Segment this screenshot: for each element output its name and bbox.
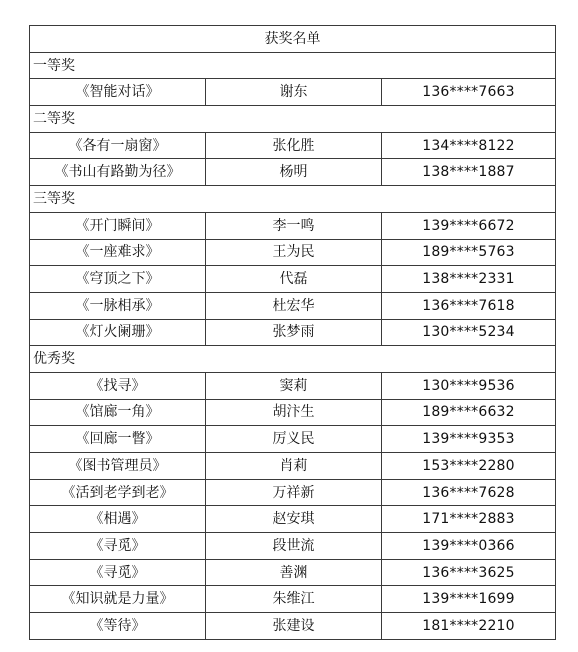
table-row bbox=[30, 159, 556, 186]
section-heading: 优秀奖 bbox=[30, 346, 556, 373]
table-title: 获奖名单 bbox=[30, 26, 556, 53]
work-title-cell: 《书山有路勤为径》 bbox=[30, 159, 206, 186]
work-title-cell: 《开门瞬间》 bbox=[30, 212, 206, 239]
table-row bbox=[30, 319, 556, 346]
winner-name-cell: 朱维江 bbox=[206, 586, 382, 613]
table-row bbox=[30, 506, 556, 533]
phone-number-cell: 136****7628 bbox=[382, 479, 556, 506]
phone-number-cell: 134****8122 bbox=[382, 132, 556, 159]
phone-number-cell: 139****1699 bbox=[382, 586, 556, 613]
work-title-cell: 《智能对话》 bbox=[30, 79, 206, 106]
table-row bbox=[30, 479, 556, 506]
winner-name-cell: 李一鸣 bbox=[206, 212, 382, 239]
section-heading: 三等奖 bbox=[30, 186, 556, 213]
award-list-table bbox=[29, 25, 556, 640]
work-title-cell: 《活到老学到老》 bbox=[30, 479, 206, 506]
winner-name-cell: 王为民 bbox=[206, 239, 382, 266]
title-row bbox=[30, 26, 556, 53]
winner-name-cell: 张建设 bbox=[206, 613, 382, 640]
winner-name-cell: 善渊 bbox=[206, 559, 382, 586]
work-title-cell: 《各有一扇窗》 bbox=[30, 132, 206, 159]
winner-name-cell: 张梦雨 bbox=[206, 319, 382, 346]
table-row bbox=[30, 559, 556, 586]
winner-name-cell: 赵安琪 bbox=[206, 506, 382, 533]
winner-name-cell: 胡汴生 bbox=[206, 399, 382, 426]
winner-name-cell: 谢东 bbox=[206, 79, 382, 106]
phone-number-cell: 171****2883 bbox=[382, 506, 556, 533]
section-heading: 二等奖 bbox=[30, 106, 556, 133]
section-heading-row bbox=[30, 52, 556, 79]
winner-name-cell: 肖莉 bbox=[206, 453, 382, 480]
phone-number-cell: 136****7618 bbox=[382, 292, 556, 319]
table-row bbox=[30, 613, 556, 640]
work-title-cell: 《等待》 bbox=[30, 613, 206, 640]
phone-number-cell: 130****5234 bbox=[382, 319, 556, 346]
section-heading-row bbox=[30, 346, 556, 373]
winner-name-cell: 代磊 bbox=[206, 266, 382, 293]
award-table-body bbox=[30, 26, 556, 640]
section-heading-row bbox=[30, 106, 556, 133]
work-title-cell: 《穹顶之下》 bbox=[30, 266, 206, 293]
table-row bbox=[30, 239, 556, 266]
winner-name-cell: 杜宏华 bbox=[206, 292, 382, 319]
phone-number-cell: 153****2280 bbox=[382, 453, 556, 480]
table-row bbox=[30, 266, 556, 293]
table-row bbox=[30, 453, 556, 480]
work-title-cell: 《找寻》 bbox=[30, 372, 206, 399]
award-list-sheet bbox=[29, 25, 555, 640]
phone-number-cell: 139****0366 bbox=[382, 533, 556, 560]
table-row bbox=[30, 79, 556, 106]
work-title-cell: 《一脉相承》 bbox=[30, 292, 206, 319]
phone-number-cell: 139****9353 bbox=[382, 426, 556, 453]
work-title-cell: 《回廊一瞥》 bbox=[30, 426, 206, 453]
work-title-cell: 《寻觅》 bbox=[30, 533, 206, 560]
table-row bbox=[30, 132, 556, 159]
phone-number-cell: 139****6672 bbox=[382, 212, 556, 239]
phone-number-cell: 138****2331 bbox=[382, 266, 556, 293]
phone-number-cell: 136****7663 bbox=[382, 79, 556, 106]
phone-number-cell: 138****1887 bbox=[382, 159, 556, 186]
winner-name-cell: 段世流 bbox=[206, 533, 382, 560]
table-row bbox=[30, 292, 556, 319]
table-row bbox=[30, 399, 556, 426]
table-row bbox=[30, 426, 556, 453]
section-heading-row bbox=[30, 186, 556, 213]
table-row bbox=[30, 586, 556, 613]
phone-number-cell: 189****6632 bbox=[382, 399, 556, 426]
winner-name-cell: 窦莉 bbox=[206, 372, 382, 399]
work-title-cell: 《图书管理员》 bbox=[30, 453, 206, 480]
phone-number-cell: 181****2210 bbox=[382, 613, 556, 640]
work-title-cell: 《知识就是力量》 bbox=[30, 586, 206, 613]
section-heading: 一等奖 bbox=[30, 52, 556, 79]
winner-name-cell: 厉义民 bbox=[206, 426, 382, 453]
table-row bbox=[30, 372, 556, 399]
winner-name-cell: 万祥新 bbox=[206, 479, 382, 506]
phone-number-cell: 130****9536 bbox=[382, 372, 556, 399]
phone-number-cell: 189****5763 bbox=[382, 239, 556, 266]
phone-number-cell: 136****3625 bbox=[382, 559, 556, 586]
work-title-cell: 《灯火阑珊》 bbox=[30, 319, 206, 346]
table-row bbox=[30, 212, 556, 239]
winner-name-cell: 杨明 bbox=[206, 159, 382, 186]
work-title-cell: 《一座难求》 bbox=[30, 239, 206, 266]
table-row bbox=[30, 533, 556, 560]
work-title-cell: 《馆廊一角》 bbox=[30, 399, 206, 426]
work-title-cell: 《寻觅》 bbox=[30, 559, 206, 586]
winner-name-cell: 张化胜 bbox=[206, 132, 382, 159]
work-title-cell: 《相遇》 bbox=[30, 506, 206, 533]
